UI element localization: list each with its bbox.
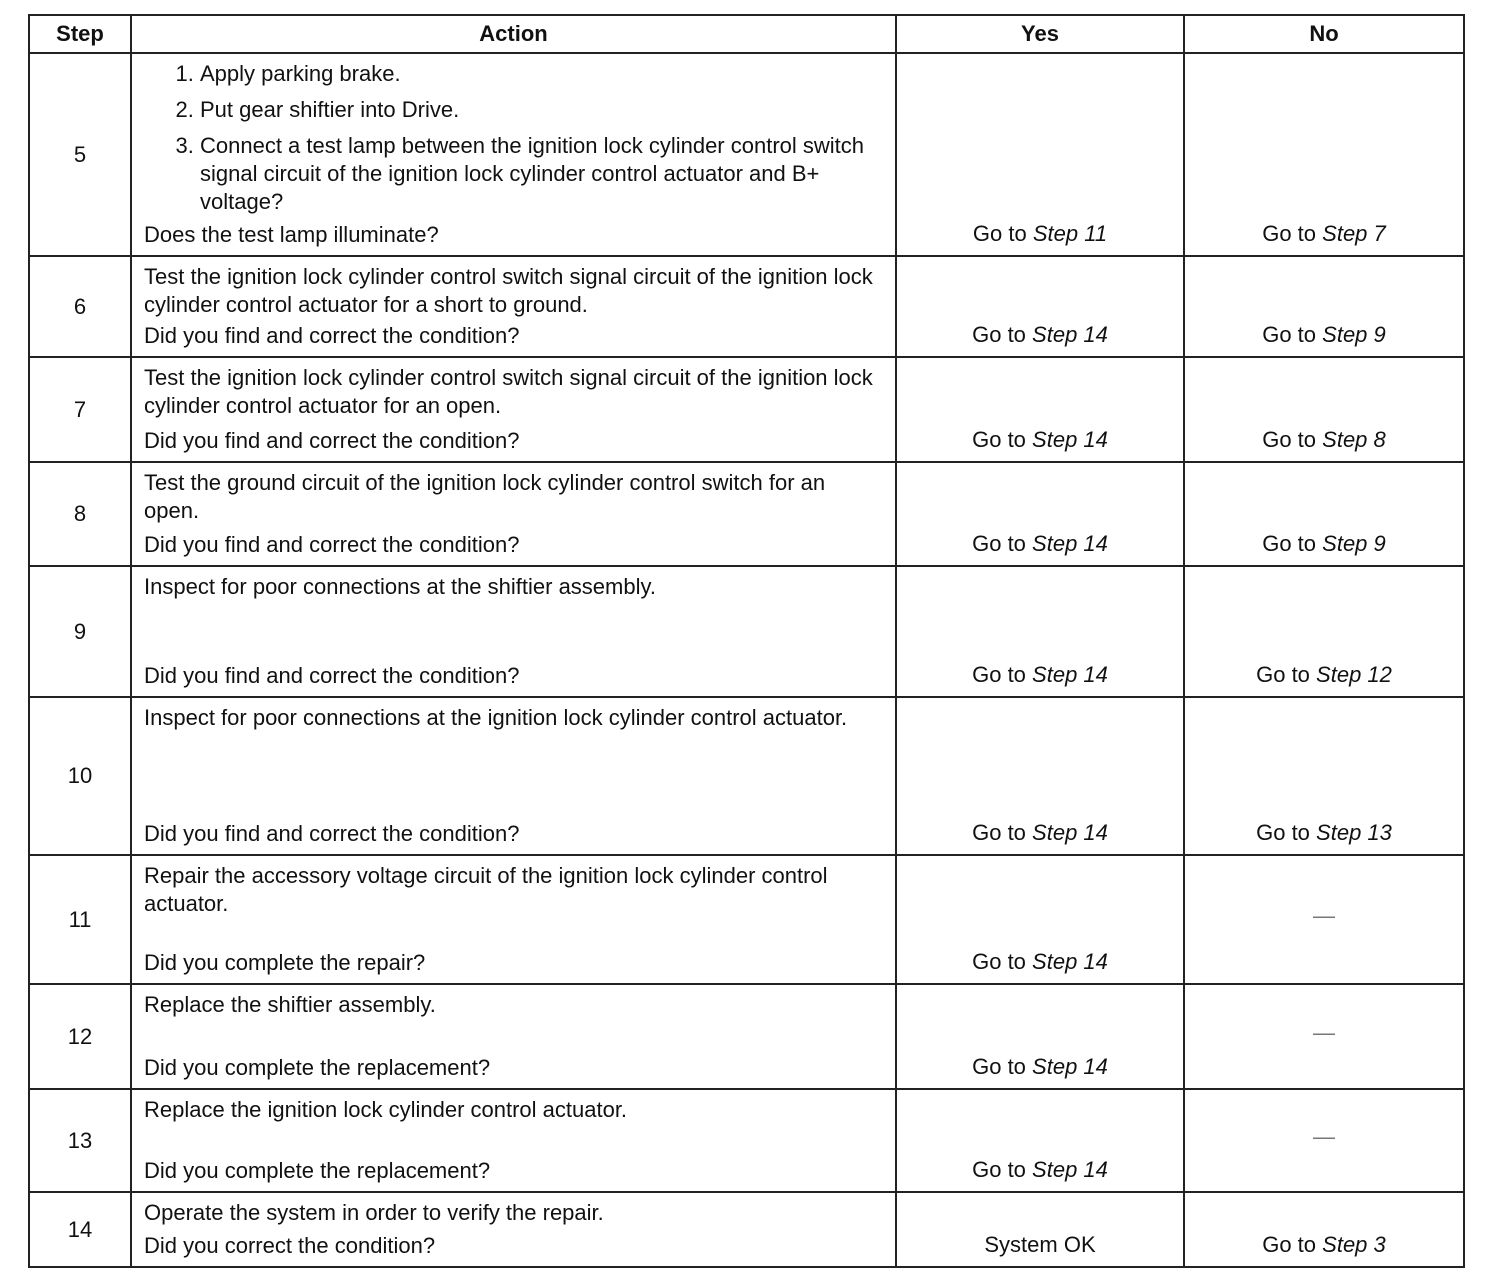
no-prefix: Go to — [1256, 820, 1310, 845]
yes-step-link: Step 14 — [1032, 531, 1108, 556]
no-cell — [1184, 357, 1464, 462]
no-cell — [1184, 256, 1464, 357]
no-cell — [1184, 566, 1464, 697]
no-step-link: Step 12 — [1316, 662, 1392, 687]
instruction-list — [144, 60, 883, 216]
yes-cell — [896, 1192, 1184, 1267]
instruction-text: Replace the ignition lock cylinder control actuator. — [144, 1097, 628, 1122]
yes-cell — [896, 256, 1184, 357]
yes-cell — [896, 855, 1184, 984]
instruction-item: 2. Put gear shiftier into Drive. — [200, 96, 883, 124]
yes-prefix: Go to — [972, 221, 1027, 246]
yes-cell — [896, 1089, 1184, 1192]
no-cell — [1184, 697, 1464, 855]
instruction-text: Repair the accessory voltage circuit of the ignition lock cylinder control actuator. — [144, 863, 828, 916]
instruction-text: Inspect for poor connections at the shiftier assembly. — [144, 574, 656, 599]
action-cell — [131, 53, 896, 256]
no-prefix: Go to — [1262, 221, 1317, 246]
no-result: — — [1313, 902, 1335, 928]
header-no: No — [1184, 15, 1464, 53]
yes-result: System OK — [984, 1232, 1096, 1257]
no-step-link: Step 9 — [1322, 531, 1386, 556]
step-number: 5 — [29, 53, 131, 256]
no-result: — — [1313, 1123, 1335, 1149]
action-cell — [131, 566, 896, 697]
yes-cell — [896, 357, 1184, 462]
step-number: 13 — [29, 1089, 131, 1192]
instruction-item: 3. Connect a test lamp between the ignition lock cylinder control switch signal circuit of the ignition lock cylinder control actuator and B+ voltage? — [200, 132, 883, 216]
no-prefix: Go to — [1256, 662, 1310, 687]
diagnostic-table — [28, 14, 1465, 1268]
no-cell — [1184, 462, 1464, 566]
yes-prefix: Go to — [972, 1054, 1026, 1079]
yes-cell — [896, 984, 1184, 1089]
header-row — [29, 15, 1464, 53]
table-row — [29, 697, 1464, 855]
action-cell — [131, 1089, 896, 1192]
question-text: Did you complete the replacement? — [144, 1158, 491, 1183]
table-row — [29, 566, 1464, 697]
question-text: Did you find and correct the condition? — [144, 428, 520, 453]
yes-cell — [896, 697, 1184, 855]
yes-cell — [896, 566, 1184, 697]
table-row — [29, 1192, 1464, 1267]
step-number: 12 — [29, 984, 131, 1089]
instruction-text: Replace the shiftier assembly. — [144, 992, 436, 1017]
action-cell — [131, 256, 896, 357]
no-cell — [1184, 1192, 1464, 1267]
no-step-link: Step 13 — [1316, 820, 1392, 845]
table-row — [29, 855, 1464, 984]
question-text: Did you find and correct the condition? — [144, 663, 520, 688]
table-row — [29, 53, 1464, 256]
step-number: 10 — [29, 697, 131, 855]
instruction-text: Operate the system in order to verify the repair. — [144, 1200, 604, 1225]
no-step-link: Step 9 — [1322, 322, 1386, 347]
header-action: Action — [131, 15, 896, 53]
instruction-text: Test the ignition lock cylinder control switch signal circuit of the ignition lock cylinder control actuator for an open. — [144, 365, 873, 418]
yes-prefix: Go to — [972, 949, 1026, 974]
action-cell — [131, 855, 896, 984]
action-cell — [131, 1192, 896, 1267]
no-step-link: Step 3 — [1322, 1232, 1386, 1257]
instruction-text: Test the ignition lock cylinder control switch signal circuit of the ignition lock cylinder control actuator for a short to ground. — [144, 264, 873, 317]
yes-prefix: Go to — [972, 322, 1026, 347]
question-text: Does the test lamp illuminate? — [144, 222, 439, 247]
action-cell — [131, 462, 896, 566]
step-number: 6 — [29, 256, 131, 357]
table-row — [29, 357, 1464, 462]
no-prefix: Go to — [1262, 531, 1317, 556]
action-cell — [131, 697, 896, 855]
no-step-link: Step 8 — [1322, 427, 1386, 452]
table-row — [29, 462, 1464, 566]
question-text: Did you correct the condition? — [144, 1233, 436, 1258]
yes-prefix: Go to — [972, 531, 1026, 556]
question-text: Did you find and correct the condition? — [144, 532, 520, 557]
yes-step-link: Step 14 — [1032, 949, 1108, 974]
header-step: Step — [29, 15, 131, 53]
table-row — [29, 1089, 1464, 1192]
yes-cell — [896, 53, 1184, 256]
yes-prefix: Go to — [972, 427, 1026, 452]
yes-step-link: Step 14 — [1032, 1157, 1108, 1182]
yes-prefix: Go to — [972, 1157, 1026, 1182]
header-yes: Yes — [896, 15, 1184, 53]
action-cell — [131, 357, 896, 462]
no-cell — [1184, 53, 1464, 256]
no-cell — [1184, 984, 1464, 1089]
no-prefix: Go to — [1262, 427, 1317, 452]
yes-cell — [896, 462, 1184, 566]
no-prefix: Go to — [1262, 322, 1317, 347]
step-number: 7 — [29, 357, 131, 462]
question-text: Did you complete the replacement? — [144, 1055, 491, 1080]
yes-prefix: Go to — [972, 820, 1026, 845]
yes-prefix: Go to — [972, 662, 1026, 687]
no-cell — [1184, 1089, 1464, 1192]
no-prefix: Go to — [1262, 1232, 1317, 1257]
yes-step-link: Step 14 — [1032, 427, 1108, 452]
yes-step-link: Step 14 — [1032, 322, 1108, 347]
instruction-item: 1. Apply parking brake. — [200, 60, 883, 88]
yes-step-link: Step 14 — [1032, 662, 1108, 687]
table-row — [29, 256, 1464, 357]
no-cell — [1184, 855, 1464, 984]
instruction-text: Test the ground circuit of the ignition lock cylinder control switch for an open. — [144, 470, 826, 523]
step-number: 14 — [29, 1192, 131, 1267]
question-text: Did you complete the repair? — [144, 950, 426, 975]
question-text: Did you find and correct the condition? — [144, 323, 520, 348]
step-number: 11 — [29, 855, 131, 984]
no-result: — — [1313, 1019, 1335, 1045]
question-text: Did you find and correct the condition? — [144, 821, 520, 846]
step-number: 9 — [29, 566, 131, 697]
instruction-text: Inspect for poor connections at the ignition lock cylinder control actuator. — [144, 705, 848, 730]
table-row — [29, 984, 1464, 1089]
step-number: 8 — [29, 462, 131, 566]
yes-step-link: Step 14 — [1032, 1054, 1108, 1079]
yes-step-link: Step 14 — [1032, 820, 1108, 845]
no-step-link: Step 7 — [1322, 221, 1386, 246]
action-cell — [131, 984, 896, 1089]
yes-step-link: Step 11 — [1032, 221, 1108, 246]
